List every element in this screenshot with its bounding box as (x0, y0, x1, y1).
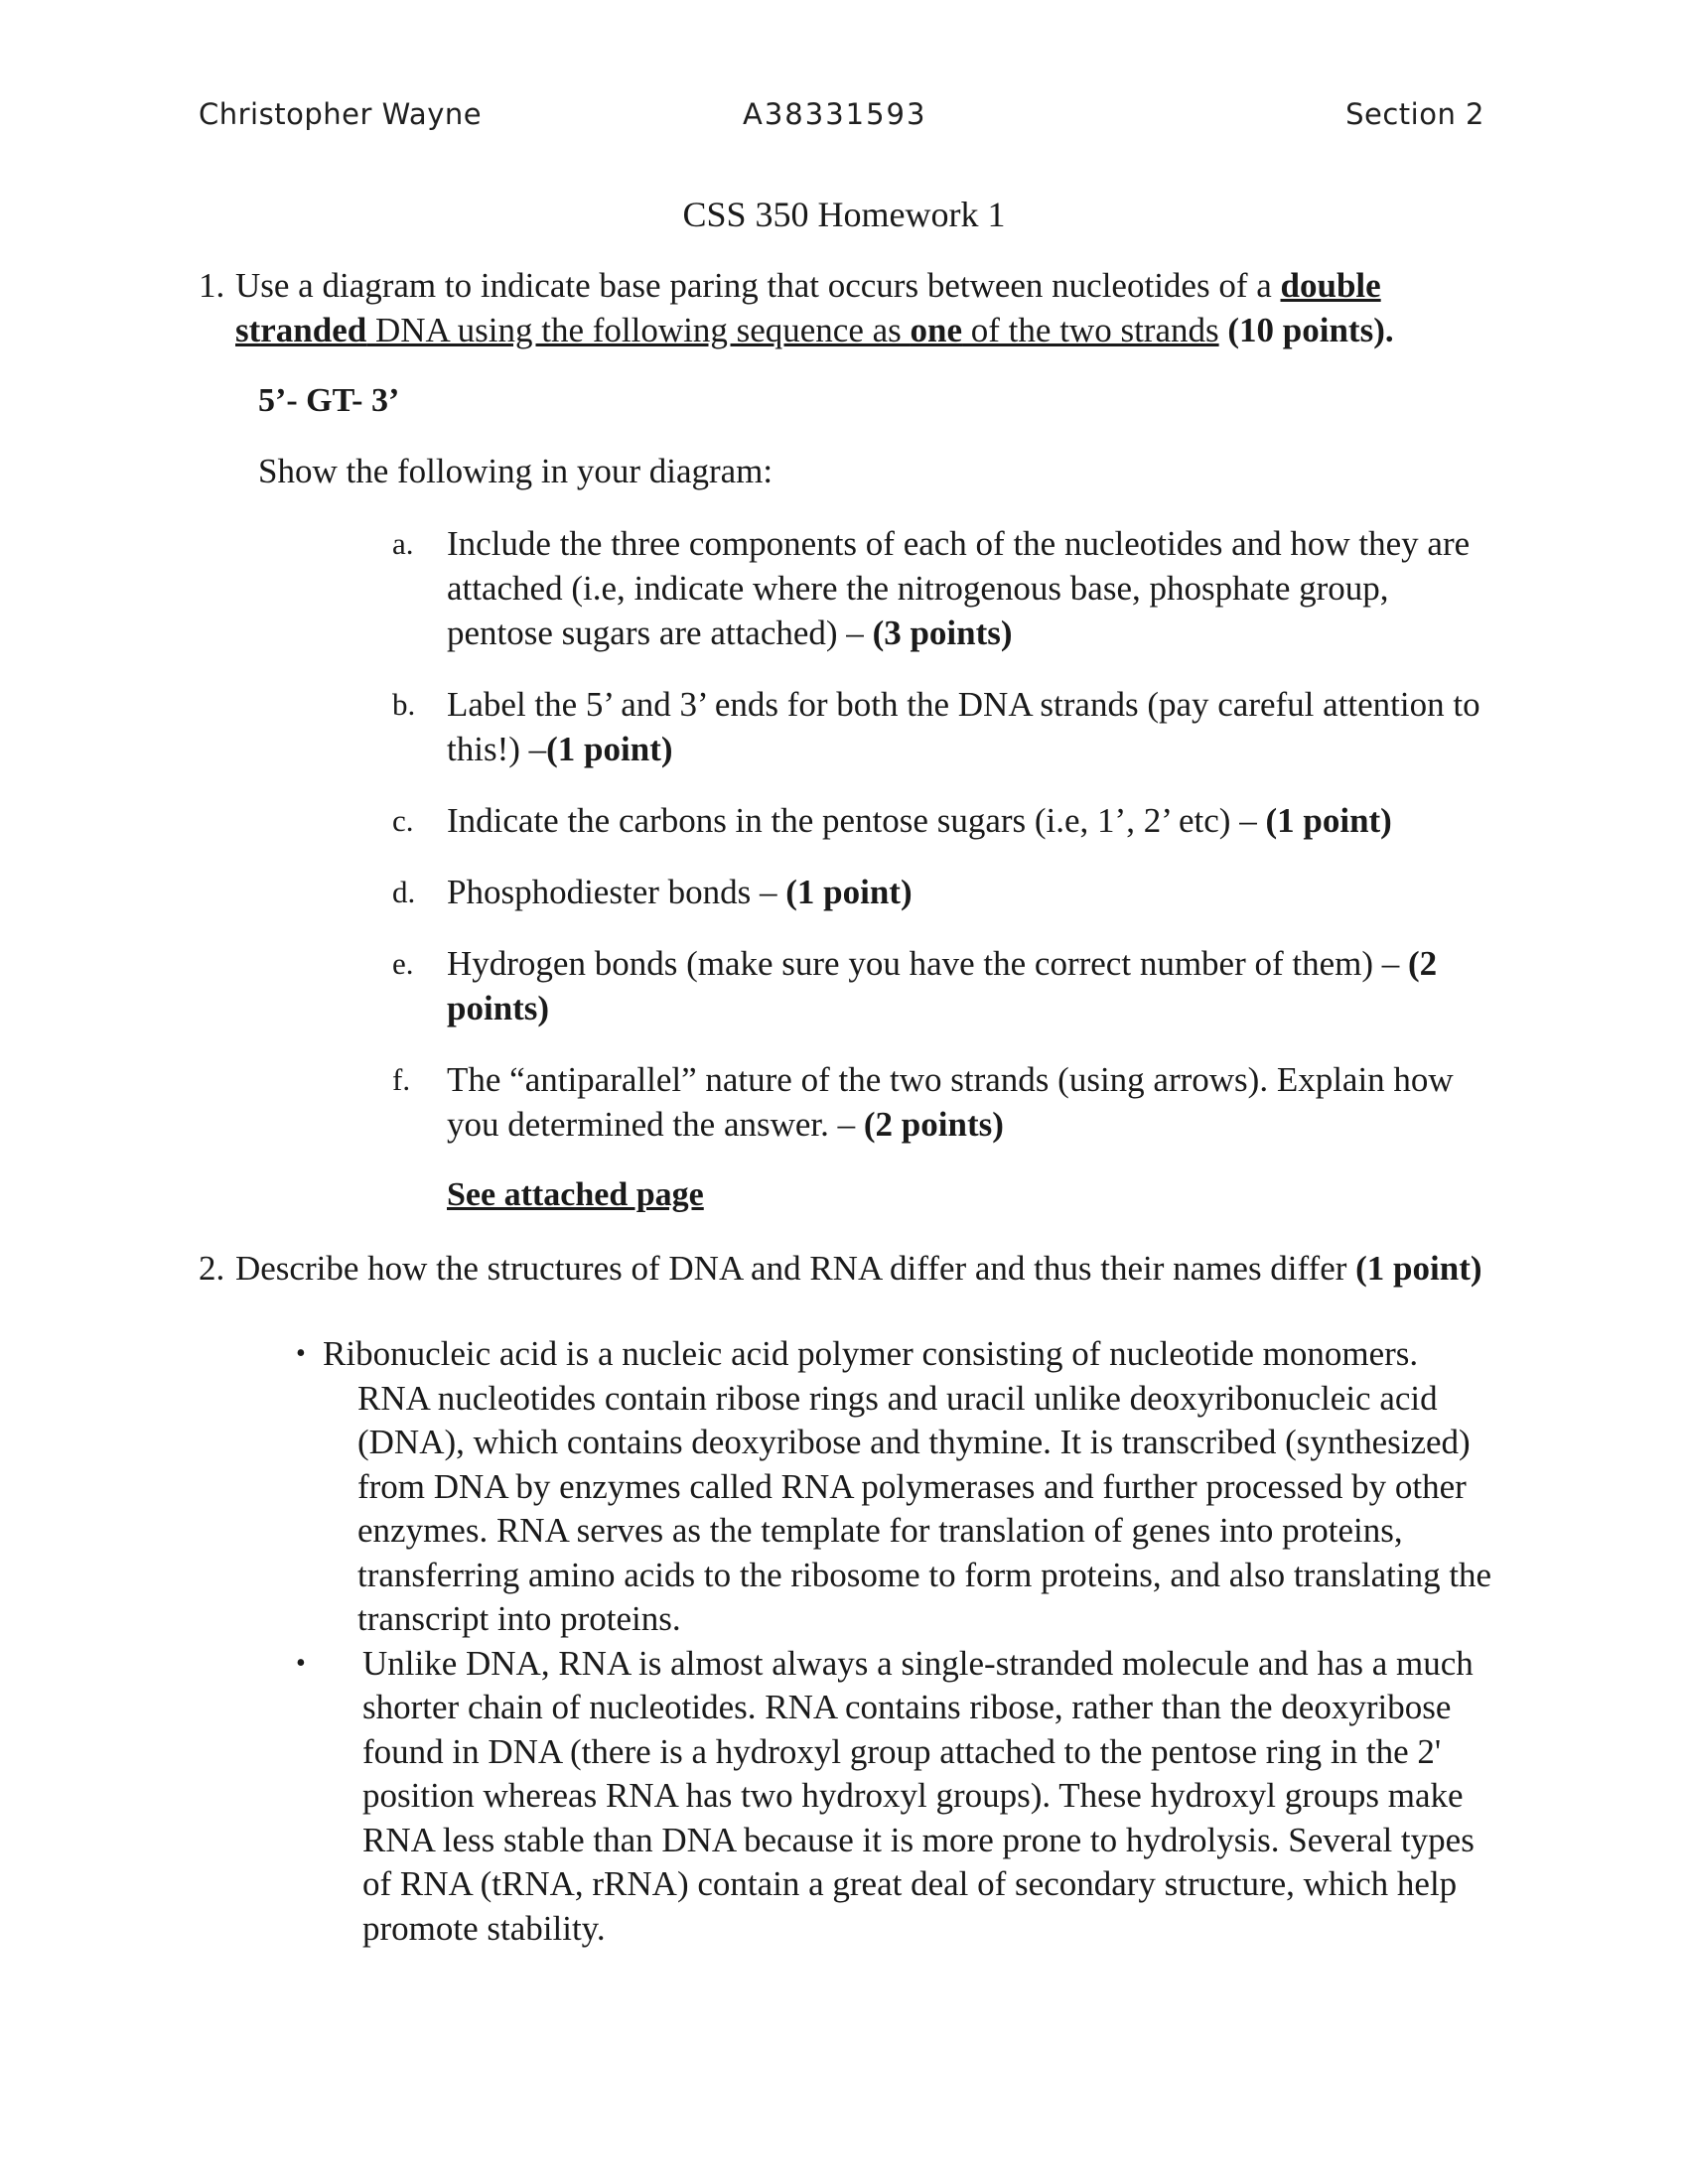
subitem-text: Hydrogen bonds (make sure you have the correct number of them) – (447, 944, 1409, 983)
question-1-points: (10 points). (1218, 311, 1394, 349)
subitem-letter: c. (392, 803, 414, 838)
question-2 (199, 1246, 1489, 1291)
subitem-points: (3 points) (872, 614, 1013, 652)
subitem-b (392, 682, 1494, 771)
subitem-letter: a. (392, 526, 414, 561)
bullet-marker: • (296, 1338, 306, 1369)
question-1-part1: Use a diagram to indicate base paring that occurs between nucleotides of a (235, 266, 1281, 305)
bullet-marker: • (296, 1647, 306, 1679)
show-instruction: Show the following in your diagram: (258, 452, 774, 490)
answer-bullet-2-text: Unlike DNA, RNA is almost always a single-stranded molecule and has a much shorter chain of nucleotides. RNA contains ribose, rather than the deoxyribose found in DNA (there is a hydroxyl group attached to the pentose ring in the 2' position whereas RNA has two hydroxyl groups). These hydroxyl groups make RNA less stable than DNA because it is more prone to hydrolysis. Several types of RNA (tRNA, rRNA) contain a great deal of secondary structure, which help promote stability. (362, 1643, 1475, 1948)
subitem-letter: e. (392, 946, 414, 981)
question-1-text (235, 263, 1489, 352)
answer-bullet-1 (293, 1332, 1494, 1642)
student-name: Christopher Wayne (199, 97, 483, 131)
subitem-points: (1 point) (546, 730, 673, 768)
answer-bullet-1-lead: Ribonucleic acid is a nucleic acid polymer consisting of nucleotide monomers. (323, 1334, 1419, 1373)
subitem-points: (2 points) (863, 1105, 1004, 1144)
subitem-points: (1 point) (1265, 801, 1392, 840)
question-1-part2: DNA using the following sequence as (366, 311, 911, 349)
subitem-letter: d. (392, 875, 416, 909)
question-1-subitems (392, 521, 1494, 1173)
subitem-text: Label the 5’ and 3’ ends for both the DNA strands (pay careful attention to this!) – (447, 685, 1480, 768)
subitem-e (392, 941, 1494, 1030)
subitem-points: (1 point) (785, 873, 913, 911)
section-label: Section 2 (1345, 97, 1484, 131)
question-1-part3: of the two strands (962, 311, 1219, 349)
see-attached-note: See attached page (447, 1176, 704, 1213)
subitem-f (392, 1057, 1494, 1147)
subitem-c (392, 798, 1494, 843)
subitem-d (392, 870, 1494, 914)
question-1 (199, 263, 1489, 352)
question-2-points: (1 point) (1355, 1249, 1482, 1288)
subitem-letter: f. (392, 1062, 411, 1097)
subitem-text: Include the three components of each of the nucleotides and how they are attached (i.e, indicate where the nitrogenous base, phosphate group, pentose sugars are attached) – (447, 524, 1471, 652)
answer-bullets (293, 1332, 1494, 1951)
question-2-number: 2. (199, 1249, 225, 1288)
question-1-number: 1. (199, 266, 225, 305)
document-title: CSS 350 Homework 1 (682, 195, 1006, 234)
student-id: A38331593 (743, 97, 927, 131)
subitem-text: The “antiparallel” nature of the two strands (using arrows). Explain how you determined the answer. – (447, 1060, 1454, 1144)
subitem-text: Phosphodiester bonds – (447, 873, 786, 911)
question-2-text: Describe how the structures of DNA and RNA differ and thus their names differ (235, 1249, 1356, 1288)
subitem-a (392, 521, 1494, 655)
subitem-letter: b. (392, 687, 416, 722)
question-1-double: double (1280, 266, 1381, 305)
subitem-points: (2 points) (447, 944, 1438, 1027)
subitem-text: Indicate the carbons in the pentose sugars (i.e, 1’, 2’ etc) – (447, 801, 1266, 840)
question-1-one: one (910, 311, 963, 349)
answer-bullet-1-rest: RNA nucleotides contain ribose rings and uracil unlike deoxyribonucleic acid (DNA), which contains deoxyribose and thymine. It is transcribed (synthesized) from DNA by enzymes called RNA polymerases and further processed by other enzymes. RNA serves as the template for translation of genes into proteins, transferring amino acids to the ribosome to form proteins, and also translating the transcript into proteins. (357, 1378, 1492, 1638)
answer-bullet-2 (293, 1642, 1494, 1952)
question-1-stranded: stranded (235, 311, 367, 349)
dna-sequence: 5’- GT- 3’ (258, 382, 400, 419)
